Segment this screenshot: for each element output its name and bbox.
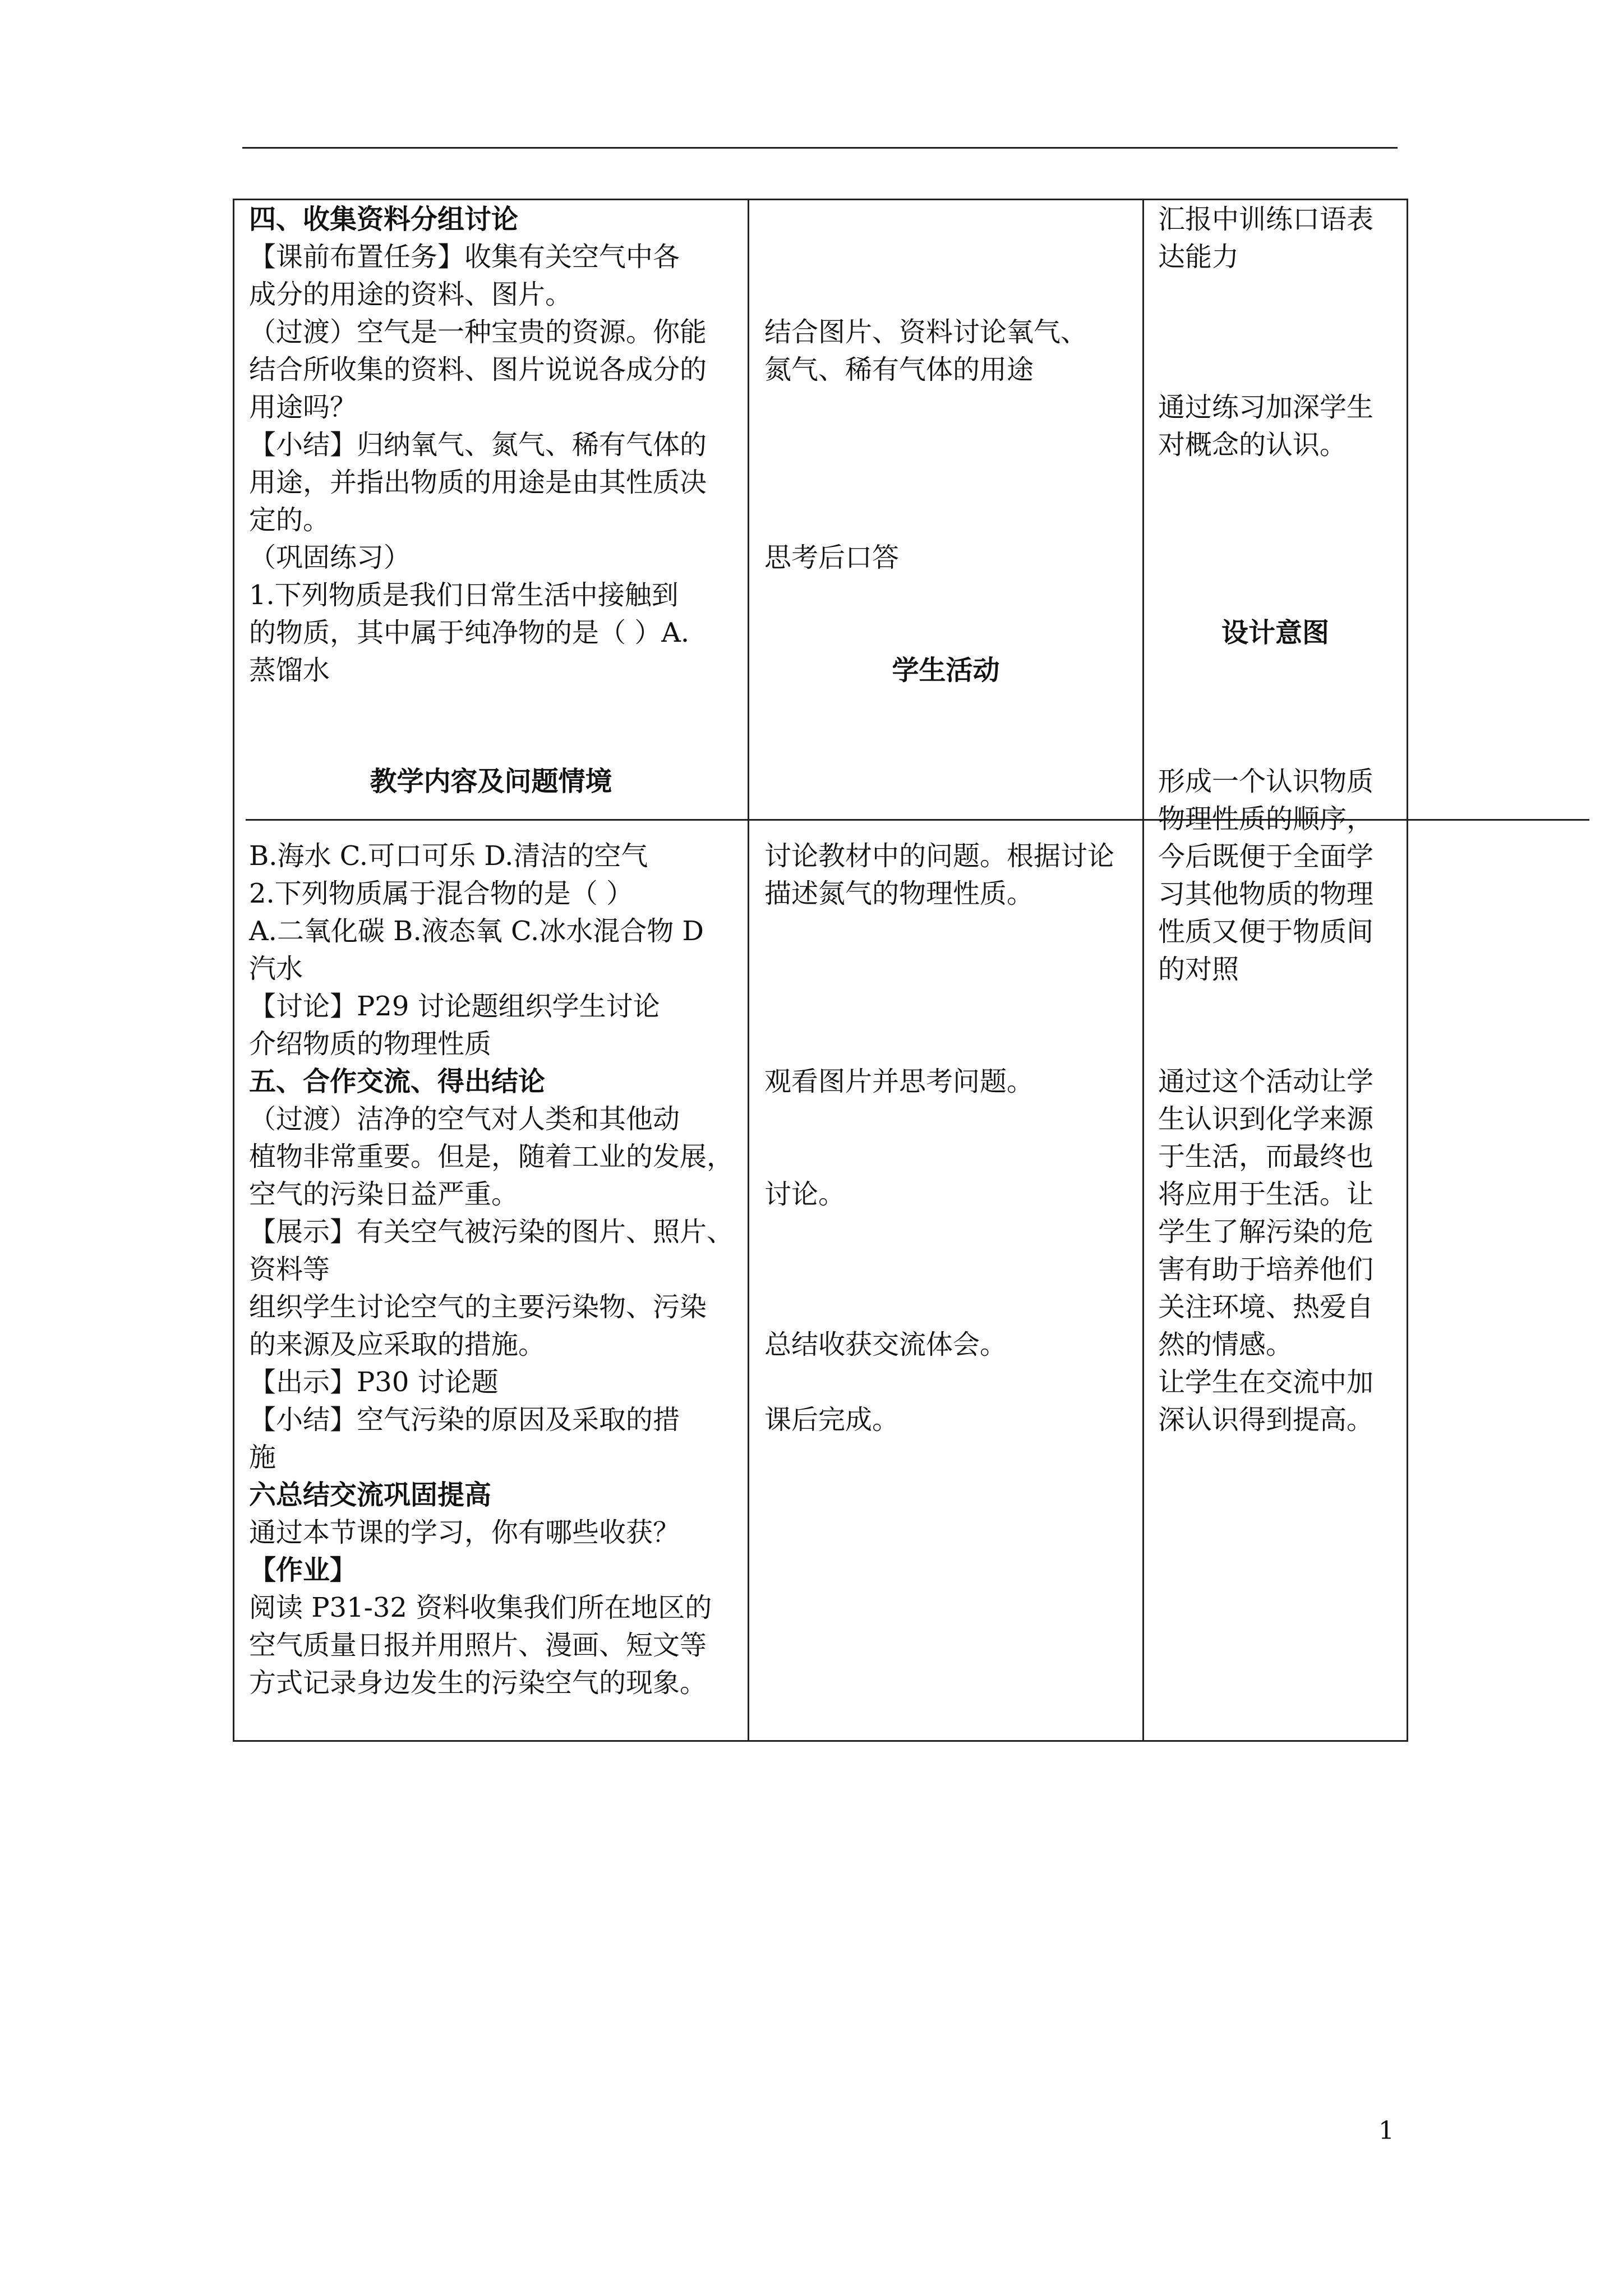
table-divider-2: [1142, 199, 1144, 1742]
section-six-question: 通过本节课的学习，你有哪些收获？: [249, 1517, 680, 1548]
column-header-activity: 学生活动: [892, 655, 1000, 686]
activity-discuss-textbook: 讨论教材中的问题。根据讨论 描述氮气的物理性质。: [764, 840, 1115, 909]
table-top-border: [233, 199, 1408, 200]
intent-deepen-concept: 通过练习加深学生 对概念的认识。: [1158, 392, 1374, 461]
exercise-continued: B.海水 C.可口可乐 D.清洁的空气 2.下列物质属于混合物的是（ ） A.二氧化碳 B.液态氧 C.冰水混合物 D 汽水 【讨论】P29 讨论题组织学生讨论 介绍物质的物理性质: [249, 840, 704, 1060]
section-five-title: 五、合作交流、得出结论: [249, 1066, 546, 1097]
activity-view-pictures: 观看图片并思考问题。: [764, 1066, 1034, 1097]
section-six-title: 六总结交流巩固提高: [249, 1479, 492, 1511]
activity-after-class: 课后完成。: [764, 1404, 900, 1435]
column-header-intent: 设计意图: [1221, 617, 1329, 648]
section-four-body: 【课前布置任务】收集有关空气中各 成分的用途的资料、图片。 （过渡）空气是一种宝贵的资源。你能 结合所收集的资料、图片说说各成分的 用途吗？ 【小结】归纳氧气、氮气、稀有气体的 用途，并指出物质的用途是由其性质决 定的。 （巩固练习） 1.下列物质是我们日常生活中接触到 的物质，其中属于纯净物的是（ ）A. 蒸馏水: [249, 241, 707, 686]
column-header-content: 教学内容及问题情境: [370, 766, 612, 797]
table-left-border: [233, 199, 234, 1742]
homework-label: 【作业】: [249, 1554, 357, 1586]
activity-summarize: 总结收获交流体会。: [764, 1329, 1007, 1360]
header-rule: [242, 147, 1398, 149]
activity-discuss-uses: 结合图片、资料讨论氧气、 氮气、稀有气体的用途: [764, 316, 1088, 385]
activity-oral-answer: 思考后口答: [764, 542, 900, 573]
intent-oral-expression: 汇报中训练口语表 达能力: [1158, 204, 1374, 273]
activity-discuss: 讨论。: [764, 1179, 846, 1210]
homework-body: 阅读 P31-32 资料收集我们所在地区的 空气质量日报并用照片、漫画、短文等 方式记录身边发生的污染空气的现象。: [249, 1592, 712, 1699]
table-header-divider: [246, 819, 1589, 821]
section-five-body: （过渡）洁净的空气对人类和其他动 植物非常重要。但是，随着工业的发展， 空气的污染日益严重。 【展示】有关空气被污染的图片、照片、 资料等 组织学生讨论空气的主要污染物、污染 的来源及应采取的措施。 【出示】P30 讨论题 【小结】空气污染的原因及采取的措 施: [249, 1103, 734, 1473]
section-four-title: 四、收集资料分组讨论: [249, 204, 519, 235]
intent-physical-properties: 形成一个认识物质 物理性质的顺序， 今后既便于全面学 习其他物质的物理 性质又便于物质间 的对照: [1158, 766, 1374, 985]
table-bottom-border: [233, 1740, 1408, 1742]
table-divider-1: [748, 199, 749, 1742]
page-number: 1: [1378, 2116, 1394, 2145]
table-right-border: [1407, 199, 1408, 1742]
intent-chemistry-life: 通过这个活动让学 生认识到化学来源 于生活，而最终也 将应用于生活。让 学生了解污染的危 害有助于培养他们 关注环境、热爱自 然的情感。 让学生在交流中加 深认识得到提高。: [1158, 1066, 1374, 1435]
